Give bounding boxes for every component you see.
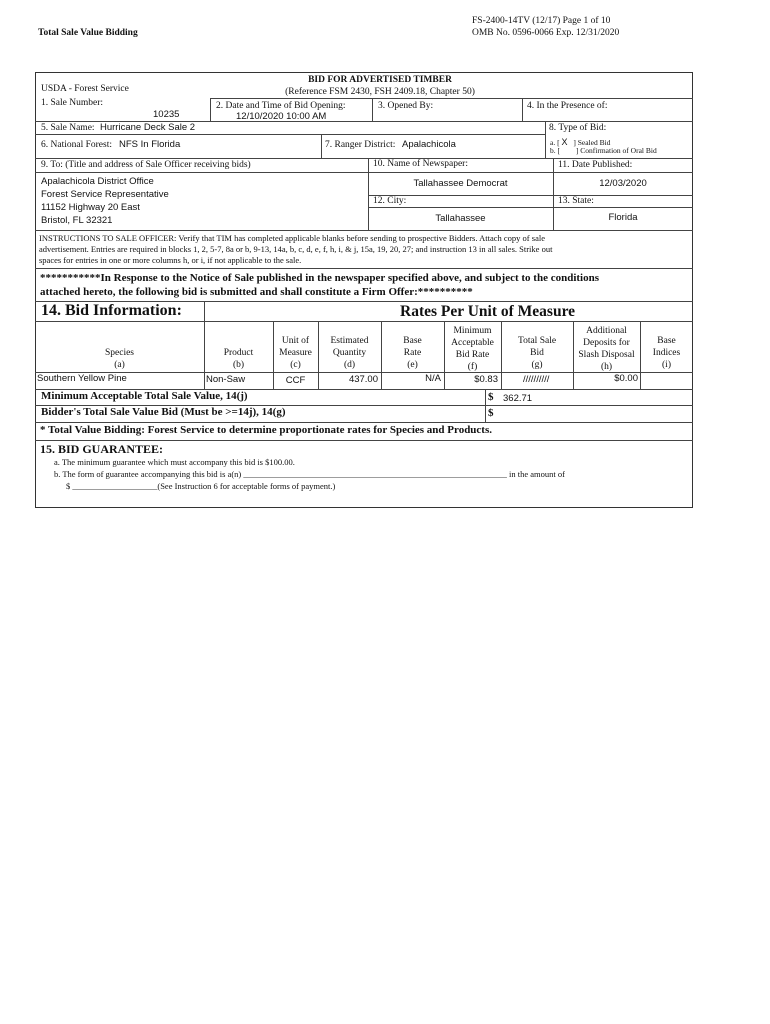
bid-type-option-oral[interactable]: b. [ ] Confirmation of Oral Bid xyxy=(550,146,657,155)
ranger-district-label: 7. Ranger District: xyxy=(325,140,396,150)
column-base-rate: Base Rate (e) xyxy=(403,336,422,370)
bidder-total-label: Bidder's Total Sale Value Bid (Must be >=14j), 14(g) xyxy=(41,406,286,418)
form-reference: (Reference FSM 2430, FSH 2409.18, Chapter 50) xyxy=(285,87,475,97)
guarantee-form-field[interactable]: b. The form of guarantee accompanying this bid is a(n) ______________________________________________________________ in the amount of xyxy=(54,469,565,479)
min-total-label: Minimum Acceptable Total Sale Value, 14(j) xyxy=(41,390,248,402)
state-field[interactable]: Florida xyxy=(608,212,638,223)
min-bid-rate-cell[interactable]: $0.83 xyxy=(474,374,498,385)
bidder-total-dollar-sign: $ xyxy=(488,407,494,419)
bid-type-label: 8. Type of Bid: xyxy=(549,123,607,133)
rates-heading: Rates Per Unit of Measure xyxy=(400,303,576,320)
bid-type-option-sealed[interactable]: a. [ X ] Sealed Bid xyxy=(550,137,611,147)
national-forest-label: 6. National Forest: xyxy=(41,140,112,150)
base-rate-cell[interactable]: N/A xyxy=(425,373,441,384)
sale-officer-address[interactable]: Apalachicola District Office Forest Service Representative 11152 Highway 20 East Bristol, FL 32321 xyxy=(41,176,169,226)
form-number: FS-2400-14TV (12/17) Page 1 of 10 xyxy=(472,16,611,26)
presence-label: 4. In the Presence of: xyxy=(527,101,608,111)
date-published-field[interactable]: 12/03/2020 xyxy=(599,178,647,189)
product-cell[interactable]: Non-Saw xyxy=(206,374,246,385)
opened-by-label: 3. Opened By: xyxy=(378,101,434,111)
state-label: 13. State: xyxy=(558,196,594,206)
bid-information-heading: 14. Bid Information: xyxy=(41,302,182,319)
sale-number-field[interactable]: 10235 xyxy=(153,109,180,120)
quantity-cell[interactable]: 437.00 xyxy=(348,374,378,385)
bid-opening-label: 2. Date and Time of Bid Opening: xyxy=(216,101,346,111)
ranger-district-field[interactable]: Apalachicola xyxy=(402,139,456,150)
guarantee-minimum: a. The minimum guarantee which must accompany this bid is $100.00. xyxy=(54,457,295,467)
national-forest-field[interactable]: NFS In Florida xyxy=(119,139,181,150)
column-total-sale-bid: Total Sale Bid (g) xyxy=(517,336,557,370)
newspaper-label: 10. Name of Newspaper: xyxy=(373,159,468,169)
column-base-indices: Base Indices (i) xyxy=(652,336,681,370)
guarantee-amount-field[interactable]: $ ____________________(See Instruction 6 for acceptable forms of payment.) xyxy=(66,481,336,491)
column-slash-deposits: Additional Deposits for Slash Disposal (h) xyxy=(578,326,635,372)
city-label: 12. City: xyxy=(373,196,407,206)
agency-label: USDA - Forest Service xyxy=(41,84,129,94)
column-product: Product (b) xyxy=(223,348,254,370)
firm-offer-statement: ***********In Response to the Notice of Sale published in the newspaper specified above, and subject to the conditions attached hereto, the following bid is submitted and shall constitute a Firm Offer:********** xyxy=(40,272,600,298)
total-sale-bid-cell[interactable]: ////////// xyxy=(523,374,550,385)
city-field[interactable]: Tallahassee xyxy=(435,213,486,224)
column-species: Species (a) xyxy=(104,348,135,370)
bid-guarantee-heading: 15. BID GUARANTEE: xyxy=(40,442,164,456)
column-min-bid-rate: Minimum Acceptable Bid Rate (f) xyxy=(451,326,494,372)
sale-name-label: 5. Sale Name: xyxy=(41,123,95,133)
omb-number: OMB No. 0596-0066 Exp. 12/31/2020 xyxy=(472,28,620,38)
slash-deposit-cell[interactable]: $0.00 xyxy=(614,373,638,384)
to-label: 9. To: (Title and address of Sale Officer receiving bids) xyxy=(41,160,251,170)
min-total-value[interactable]: 362.71 xyxy=(503,393,533,404)
newspaper-field[interactable]: Tallahassee Democrat xyxy=(413,178,508,189)
sale-number-label: 1. Sale Number: xyxy=(41,98,104,108)
form-title: BID FOR ADVERTISED TIMBER xyxy=(308,75,452,85)
unit-cell[interactable]: CCF xyxy=(285,375,306,386)
date-published-label: 11. Date Published: xyxy=(558,160,633,170)
column-estimated-quantity: Estimated Quantity (d) xyxy=(330,336,369,370)
column-unit-of-measure: Unit of Measure (c) xyxy=(279,336,312,370)
bid-opening-field[interactable]: 12/10/2020 10:00 AM xyxy=(236,111,327,122)
total-value-bidding-note: * Total Value Bidding: Forest Service to determine proportionate rates for Species and Products. xyxy=(40,424,493,436)
sealed-bid-checkmark: X xyxy=(561,137,568,147)
species-cell[interactable]: Southern Yellow Pine xyxy=(37,373,127,384)
min-total-dollar-sign: $ xyxy=(488,391,494,403)
instructions-to-sale-officer: INSTRUCTIONS TO SALE OFFICER: Verify that TIM has completed applicable blanks before sending to prospective Bidders. Attach copy of sale advertisement. Entries are required in blocks 1, 2, 5-7, 8a or b, 9-13, 14a, b, c, d, e, f, h, i, & j, 15a, 19, 20, 27; and instruction 13 in all sales. Strike out spaces for entries in one or more columns h, or i, if not applicable to the sale. xyxy=(39,233,553,265)
sale-name-field[interactable]: Hurricane Deck Sale 2 xyxy=(100,122,196,133)
form-short-title: Total Sale Value Bidding xyxy=(38,28,138,38)
